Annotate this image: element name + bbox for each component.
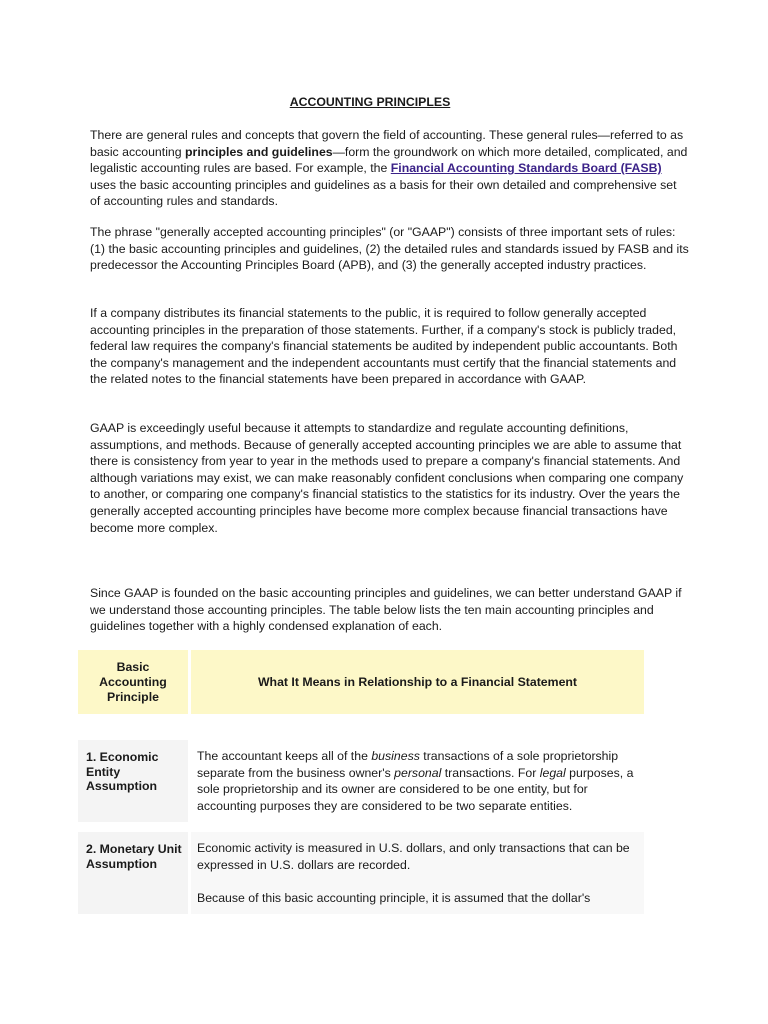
fasb-link[interactable]: Financial Accounting Standards Board (FASB): [390, 161, 662, 176]
intro-paragraph: [90, 127, 690, 210]
principle-name: 1. Economic Entity Assumption: [78, 740, 191, 822]
intro-bold-phrase: principles and guidelines: [185, 144, 333, 159]
intro-text-2: —form the groundwork on which more detailed, complicated, and legalistic accounting rules are based. For example, the: [90, 144, 688, 176]
gaap-usefulness-paragraph: GAAP is exceedingly useful because it attempts to standardize and regulate accounting definitions, assumptions, and methods. Because of generally accepted accounting principles we are able to assume that there is consistency from year to year in the methods used to prepare a company's financial statements. And although variations may exist, we can make reasonably confident conclusions when comparing one company to another, or comparing one company's financial statistics to the statistics for its industry. Over the years the generally accepted accounting principles have become more complex because financial transactions have become more complex.: [90, 421, 684, 535]
table-spacer: [78, 714, 644, 740]
table-header-row: [78, 650, 644, 714]
gaap-definition-paragraph: The phrase "generally accepted accounting principles" (or "GAAP") consists of three important sets of rules: (1) the basic accounting principles and guidelines, (2) the detailed rules and standards issued by FASB and its predecessor the Accounting Principles Board (APB), and (3) the generally accepted industry practices.: [90, 225, 689, 273]
desc-emphasis: personal: [394, 765, 442, 780]
table-row: [78, 740, 644, 822]
desc-paragraph: Economic activity is measured in U.S. dollars, and only transactions that can be expressed in U.S. dollars are recorded.: [197, 841, 630, 872]
page-title-text: ACCOUNTING PRINCIPLES: [289, 95, 451, 109]
header-principle: Basic Accounting Principle: [78, 650, 191, 714]
principle-description: [191, 740, 644, 822]
desc-emphasis: legal: [539, 765, 566, 780]
intro-text-1: There are general rules and concepts that govern the field of accounting. These general rules—referred to as basic accounting: [90, 128, 684, 159]
table-row: [78, 832, 644, 914]
table-spacer: [78, 822, 644, 832]
header-meaning: What It Means in Relationship to a Financial Statement: [191, 650, 644, 714]
principle-description: [191, 832, 644, 914]
desc-text: The accountant keeps all of the: [197, 749, 372, 763]
principles-table: [78, 650, 644, 914]
principle-name: 2. Monetary Unit Assumption: [78, 832, 191, 914]
desc-paragraph: Because of this basic accounting principle, it is assumed that the dollar's: [197, 890, 591, 905]
public-statements-paragraph: If a company distributes its financial statements to the public, it is required to follow generally accepted accounting principles in the preparation of those statements. Further, if a company's stock is publicly traded, federal law requires the company's financial statements be audited by independent public accountants. Both the company's management and the independent accountants must certify that the financial statements and the related notes to the financial statements have been prepared in accordance with GAAP.: [90, 306, 678, 387]
desc-text: transactions. For: [441, 765, 540, 780]
desc-text: purposes, a sole proprietorship and its owner are considered to be one entity, but for accounting purposes they are considered to be two separate entities.: [197, 765, 634, 813]
desc-emphasis: business: [371, 749, 420, 763]
intro-text-3: uses the basic accounting principles and guidelines as a basis for their own detailed and comprehensive set of accounting rules and standards.: [90, 177, 677, 209]
page-title: [0, 94, 740, 111]
desc-text: transactions of a sole proprietorship separate from the business owner's: [197, 749, 619, 780]
table-intro-paragraph: Since GAAP is founded on the basic accounting principles and guidelines, we can better understand GAAP if we understand those accounting principles. The table below lists the ten main accounting principles and guidelines together with a highly condensed explanation of each.: [90, 586, 682, 634]
